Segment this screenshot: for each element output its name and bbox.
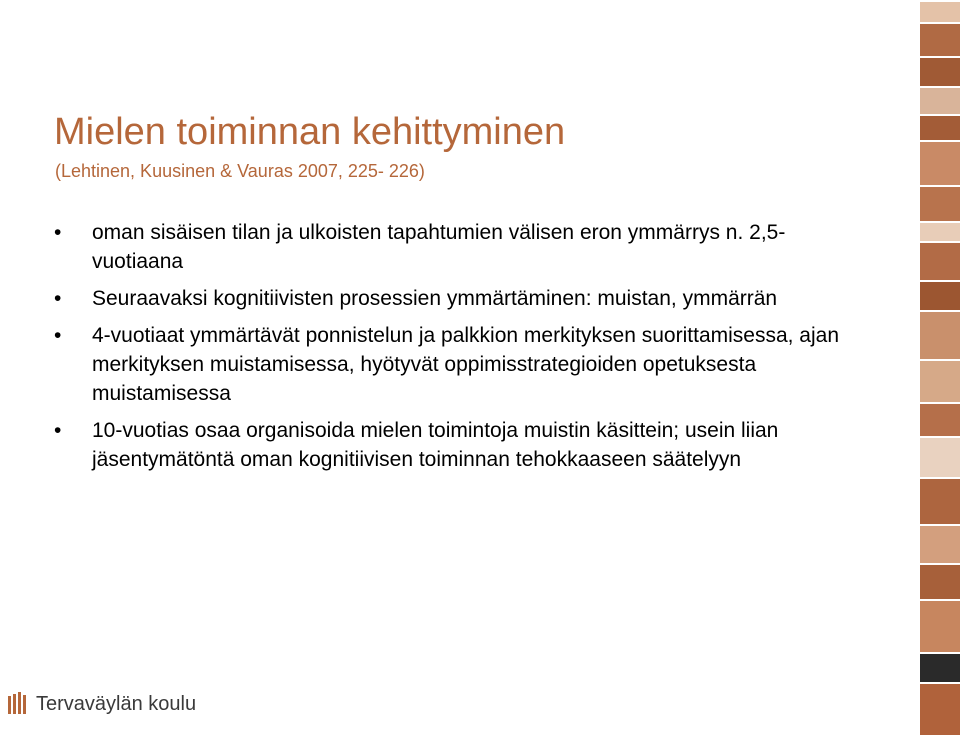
stripe-segment bbox=[920, 402, 960, 436]
stripe-segment bbox=[920, 310, 960, 359]
stripe-segment bbox=[920, 241, 960, 280]
stripe-segment bbox=[920, 477, 960, 524]
stripe-segment bbox=[920, 524, 960, 563]
stripe-segment bbox=[920, 563, 960, 599]
bullet-item: • 4-vuotiaat ymmärtävät ponnistelun ja palkkion merkityksen suorittamisessa, ajan merkityksen muistamisessa, hyötyvät oppimisstrategioiden opetuksesta muistamisessa bbox=[54, 321, 854, 408]
stripe-segment bbox=[920, 436, 960, 477]
stripe-segment bbox=[920, 56, 960, 86]
stripe-segment bbox=[920, 114, 960, 140]
book-stripes-icon bbox=[8, 692, 30, 716]
school-logo bbox=[8, 684, 196, 724]
slide-title: Mielen toiminnan kehittyminen bbox=[54, 111, 566, 153]
stripe-segment bbox=[920, 682, 960, 735]
stripe-segment bbox=[920, 22, 960, 56]
bullet-item: • Seuraavaksi kognitiivisten prosessien ymmärtäminen: muistan, ymmärrän bbox=[54, 284, 854, 313]
bullet-list bbox=[54, 218, 854, 482]
decorative-stripes bbox=[920, 0, 960, 736]
slide-subtitle: (Lehtinen, Kuusinen & Vauras 2007, 225- 226) bbox=[55, 161, 425, 181]
stripe-segment bbox=[920, 185, 960, 221]
stripe-segment bbox=[920, 221, 960, 241]
stripe-segment bbox=[920, 652, 960, 682]
stripe-segment bbox=[920, 140, 960, 185]
stripe-segment bbox=[920, 280, 960, 310]
stripe-segment bbox=[920, 359, 960, 402]
bullet-item: • 10-vuotias osaa organisoida mielen toimintoja muistin käsittein; usein liian jäsentymätöntä oman kognitiivisen toiminnan tehokkaaseen säätelyyn bbox=[54, 416, 854, 474]
stripe-segment bbox=[920, 86, 960, 114]
bullet-item: • oman sisäisen tilan ja ulkoisten tapahtumien välisen eron ymmärrys n. 2,5-vuotiaana bbox=[54, 218, 854, 276]
stripe-segment bbox=[920, 599, 960, 652]
stripe-segment bbox=[920, 0, 960, 22]
logo-text: Tervaväylän koulu bbox=[36, 692, 197, 715]
